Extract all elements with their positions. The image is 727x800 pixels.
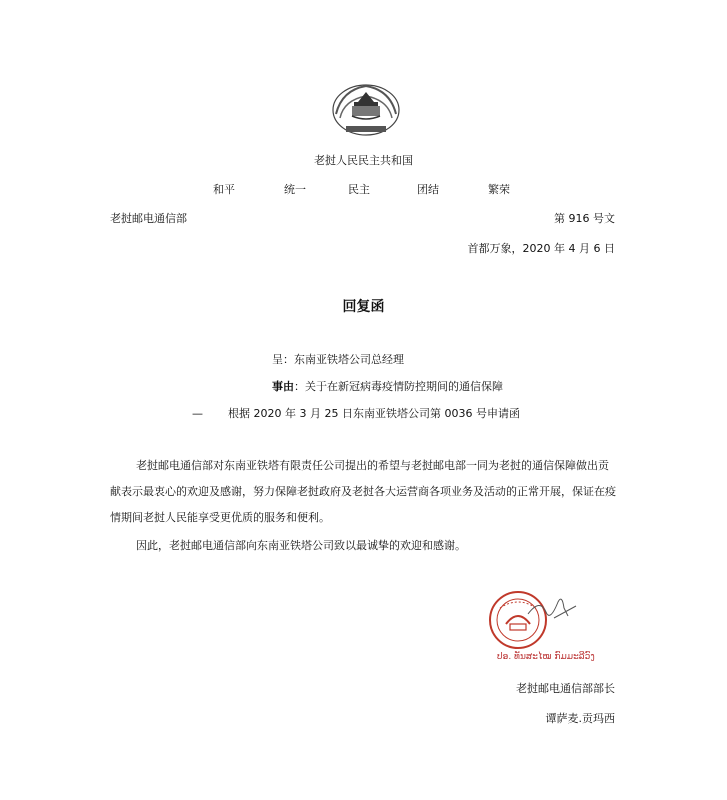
motto-unity: 团结 (417, 183, 439, 196)
reference-dash: — (192, 407, 203, 420)
signer-title: 老挝邮电通信部部长 (516, 682, 615, 695)
motto-democracy: 民主 (348, 183, 370, 196)
official-red-seal-icon (488, 588, 580, 660)
signer-name: 谭萨麦.贡玛西 (545, 712, 615, 725)
place-date: 首都万象，2020 年 4 月 6 日 (467, 242, 615, 255)
subject-label: 事由 (272, 380, 294, 393)
laos-national-emblem-icon (330, 80, 402, 138)
motto-independence: 统一 (284, 183, 306, 196)
issuing-ministry: 老挝邮电通信部 (110, 212, 187, 225)
subject-text: ：关于在新冠病毒疫情防控期间的通信保障 (294, 380, 503, 393)
document-title: 回复函 (342, 299, 385, 315)
seal-caption: ປອ. ທັນສະໄໝ ກົມມະລີວົງ (497, 652, 595, 662)
reference-line (192, 405, 520, 421)
reference-text: 根据 2020 年 3 月 25 日东南亚铁塔公司第 0036 号申请函 (228, 407, 520, 420)
motto-peace: 和平 (213, 183, 235, 196)
motto-prosperity: 繁荣 (488, 183, 510, 196)
subject-line (272, 378, 503, 394)
body-paragraph-1: 老挝邮电通信部对东南亚铁塔有限责任公司提出的希望与老挝邮电部一同为老挝的通信保障做出贡献表示最衷心的欢迎及感谢，努力保障老挝政府及老挝各大运营商各项业务及活动的正常开展，保证在疫情期间老挝人民能享受更优质的服务和便利。 (110, 459, 616, 524)
document-number: 第 916 号文 (554, 212, 615, 225)
country-name: 老挝人民民主共和国 (314, 154, 413, 167)
body-paragraph-2: 因此，老挝邮电通信部向东南亚铁塔公司致以最诚挚的欢迎和感谢。 (136, 539, 466, 552)
recipient-line: 呈：东南亚铁塔公司总经理 (272, 353, 404, 366)
